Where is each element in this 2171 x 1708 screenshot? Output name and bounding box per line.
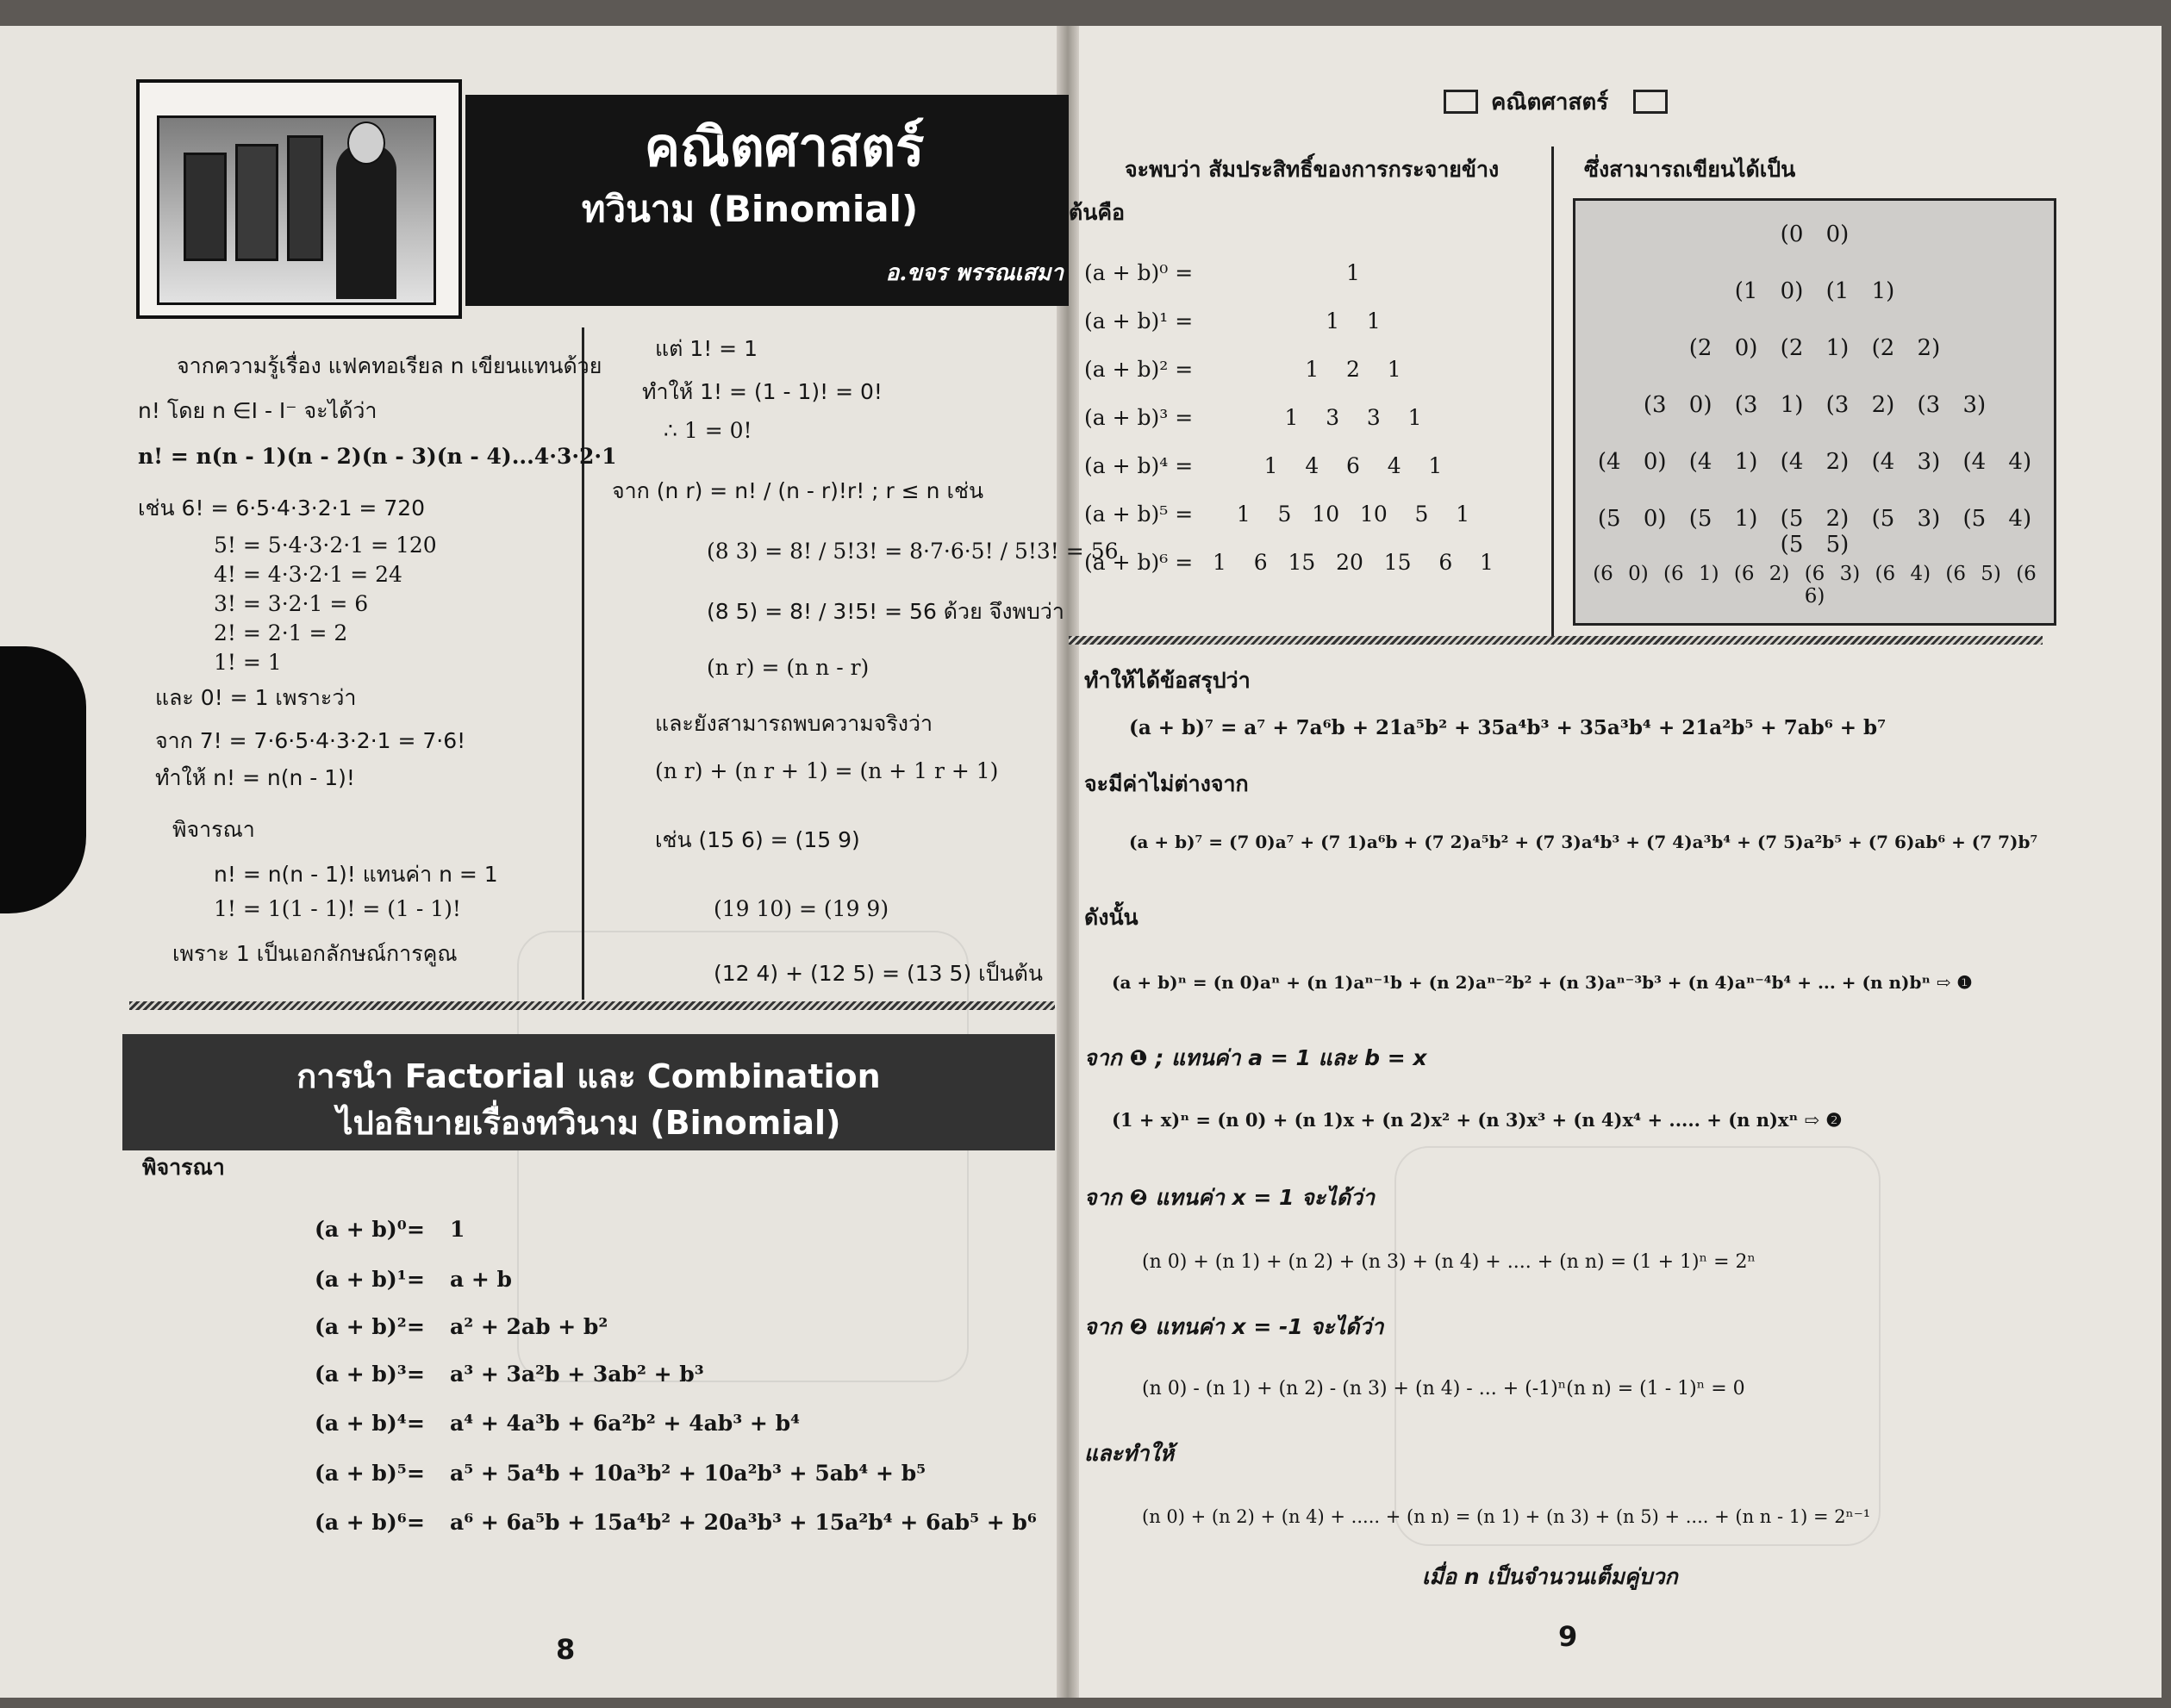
column-divider: [1551, 146, 1554, 638]
pascal-row: (5 0) (5 1) (5 2) (5 3) (5 4) (5 5): [1597, 506, 2032, 558]
equals-sign: =: [407, 1267, 425, 1292]
pascal-row: (4 0) (4 1) (4 2) (4 3) (4 4): [1597, 449, 2032, 475]
formula-line: (n 0) + (n 2) + (n 4) + ..... + (n n) = (n 1) + (n 3) + (n 5) + .... + (n n - 1) = 2ⁿ⁻¹: [1142, 1506, 1871, 1527]
expansion-lhs: (a + b)¹: [315, 1267, 407, 1292]
pascal-coefficients: 1 2 1: [1305, 357, 1401, 382]
pascal-coefficients: 1 4 6 4 1: [1263, 453, 1443, 478]
pascal-row: (0 0): [1780, 221, 1850, 247]
formula-line: 1! = 1(1 - 1)! = (1 - 1)!: [214, 896, 461, 921]
formula-line: (19 10) = (19 9): [714, 896, 889, 921]
expansion-rhs: 1: [450, 1217, 465, 1242]
text-line: ซึ่งสามารถเขียนได้เป็น: [1584, 157, 1796, 182]
running-head: คณิตศาสตร์: [1491, 90, 1609, 115]
section-divider: [129, 1001, 1055, 1010]
text-line: พิจารณา: [142, 1155, 225, 1180]
equals-sign: =: [407, 1314, 425, 1339]
pascal-coefficients: 1 6 15 20 15 6 1: [1213, 550, 1494, 575]
section-banner: [122, 1034, 1055, 1150]
envelope-icon: [1444, 90, 1478, 114]
formula-line: (a + b)ⁿ = (n 0)aⁿ + (n 1)aⁿ⁻¹b + (n 2)aⁿ⁻²b² + (n 3)aⁿ⁻³b³ + (n 4)aⁿ⁻⁴b⁴ + ... + (n n)bⁿ ⇨ ❶: [1112, 972, 1973, 993]
formula-line: 4! = 4·3·2·1 = 24: [214, 562, 402, 587]
expansion-rhs: a + b: [450, 1267, 513, 1292]
formula-line: 2! = 2·1 = 2: [214, 620, 348, 645]
section-title-line2: ไปอธิบายเรื่องทวินาม (Binomial): [336, 1104, 841, 1142]
page-number-left: 8: [556, 1633, 576, 1666]
pascal-row: (3 0) (3 1) (3 2) (3 3): [1643, 392, 1987, 418]
pascal-coefficients: 1: [1346, 260, 1360, 285]
expansion-lhs: (a + b)⁶: [315, 1510, 407, 1535]
formula-line: (a + b)⁷ = a⁷ + 7a⁶b + 21a⁵b² + 35a⁴b³ + 35a³b⁴ + 21a²b⁵ + 7ab⁶ + b⁷: [1129, 716, 1887, 739]
formula-line: (n r) = (n n - r): [707, 655, 870, 680]
pascal-coefficients: 1 5 10 10 5 1: [1236, 502, 1470, 527]
formula-line: เช่น (15 6) = (15 9): [655, 827, 860, 852]
formula-line: (12 4) + (12 5) = (13 5) เป็นต้น: [714, 961, 1043, 986]
section-divider: [1069, 636, 2043, 645]
article-subtitle: ทวินาม (Binomial): [581, 188, 919, 230]
text-line: จะพบว่า สัมประสิทธิ์ของการกระจายข้าง: [1125, 157, 1500, 182]
formula-line: ทำให้ 1! = (1 - 1)! = 0!: [642, 379, 883, 404]
note-icon: [1633, 90, 1668, 114]
equals-sign: =: [407, 1217, 425, 1242]
text-line: จะมีค่าไม่ต่างจาก: [1084, 771, 1249, 796]
formula-line: ทำให้ n! = n(n - 1)!: [155, 765, 355, 790]
background-watermark: [1394, 1146, 1881, 1546]
formula-line: 3! = 3·2·1 = 6: [214, 591, 369, 616]
expansion-rhs: a⁶ + 6a⁵b + 15a⁴b² + 20a³b³ + 15a²b⁴ + 6ab⁵ + b⁶: [450, 1510, 1037, 1535]
text-line: จาก ❶ ; แทนค่า a = 1 และ b = x: [1084, 1045, 1427, 1070]
text-line: จาก ❷ แทนค่า x = -1 จะได้ว่า: [1084, 1314, 1384, 1339]
formula-line: (8 3) = 8! / 5!3! = 8·7·6·5! / 5!3! = 56: [707, 539, 1119, 564]
expansion-rhs: a⁵ + 5a⁴b + 10a³b² + 10a²b³ + 5ab⁴ + b⁵: [450, 1461, 926, 1486]
text-line: และ 0! = 1 เพราะว่า: [155, 685, 357, 710]
text-line: และทำให้: [1084, 1441, 1175, 1466]
pascal-lhs: (a + b)⁰ =: [1084, 260, 1194, 285]
page-number-right: 9: [1558, 1620, 1578, 1653]
text-line: พิจารณา: [172, 817, 255, 842]
pascal-coefficients: 1 1: [1326, 309, 1381, 333]
formula-line: แต่ 1! = 1: [655, 336, 758, 361]
formula-line: (n 0) - (n 1) + (n 2) - (n 3) + (n 4) - ... + (-1)ⁿ(n n) = (1 - 1)ⁿ = 0: [1142, 1378, 1745, 1399]
title-banner: [465, 95, 1069, 306]
pascal-coefficients: 1 3 3 1: [1284, 405, 1422, 430]
expansion-rhs: a³ + 3a²b + 3ab² + b³: [450, 1362, 704, 1387]
text-line: ทำให้ได้ข้อสรุปว่า: [1084, 668, 1251, 693]
formula-line: (1 + x)ⁿ = (n 0) + (n 1)x + (n 2)x² + (n 3)x³ + (n 4)x⁴ + ..... + (n n)xⁿ ⇨ ❷: [1112, 1109, 1843, 1131]
author-name: อ.ขจร พรรณเสมา: [885, 260, 1064, 286]
pascal-lhs: (a + b)⁵ =: [1084, 502, 1194, 527]
expansion-lhs: (a + b)⁰: [315, 1217, 407, 1242]
expansion-lhs: (a + b)⁵: [315, 1461, 407, 1486]
equals-sign: =: [407, 1510, 425, 1535]
formula-line: (8 5) = 8! / 3!5! = 56 ด้วย จึงพบว่า: [707, 599, 1064, 624]
pascal-row: (6 0) (6 1) (6 2) (6 3) (6 4) (6 5) (6 6): [1593, 563, 2037, 608]
pascal-lhs: (a + b)⁴ =: [1084, 453, 1194, 478]
formula-line: (n 0) + (n 1) + (n 2) + (n 3) + (n 4) + .... + (n n) = (1 + 1)ⁿ = 2ⁿ: [1142, 1251, 1756, 1273]
formula-line: เช่น 6! = 6·5·4·3·2·1 = 720: [138, 496, 426, 521]
formula-line: 1! = 1: [214, 650, 282, 675]
formula-line: จาก (n r) = n! / (n - r)!r! ; r ≤ n เช่น: [612, 478, 984, 503]
formula-line: (a + b)⁷ = (7 0)a⁷ + (7 1)a⁶b + (7 2)a⁵b² + (7 3)a⁴b³ + (7 4)a³b⁴ + (7 5)a²b⁵ + (7 6)ab⁶ + (7 7)b⁷: [1129, 832, 2038, 852]
header-photo-frame: [136, 79, 462, 319]
pascal-triangle-box: [1573, 198, 2056, 626]
equals-sign: =: [407, 1362, 425, 1387]
text-line: ดังนั้น: [1084, 905, 1139, 930]
pascal-row: (2 0) (2 1) (2 2): [1688, 335, 1941, 361]
formula-line: 5! = 5·4·3·2·1 = 120: [214, 533, 437, 558]
formula-line: (n r) + (n r + 1) = (n + 1 r + 1): [655, 758, 999, 783]
formula-line: n! = n(n - 1)! แทนค่า n = 1: [214, 862, 498, 887]
text-line: จากความรู้เรื่อง แฟคทอเรียล n เขียนแทนด้วย: [177, 353, 602, 378]
pascal-row: (1 0) (1 1): [1734, 278, 1895, 304]
formula-line: จาก 7! = 7·6·5·4·3·2·1 = 7·6!: [155, 728, 466, 753]
expansion-rhs: a⁴ + 4a³b + 6a²b² + 4ab³ + b⁴: [450, 1411, 801, 1436]
column-divider: [582, 327, 584, 1000]
magazine-title: คณิตศาสตร์: [644, 115, 925, 178]
formula-line: ∴ 1 = 0!: [664, 418, 752, 443]
text-line: และยังสามารถพบความจริงว่า: [655, 711, 933, 736]
equals-sign: =: [407, 1411, 425, 1436]
text-line: เพราะ 1 เป็นเอกลักษณ์การคูณ: [172, 941, 458, 966]
pascal-lhs: (a + b)³ =: [1084, 405, 1194, 430]
expansion-rhs: a² + 2ab + b²: [450, 1314, 608, 1339]
text-line: จาก ❷ แทนค่า x = 1 จะได้ว่า: [1084, 1185, 1376, 1210]
thumb-shadow: [0, 646, 86, 913]
formula-line: n! = n(n - 1)(n - 2)(n - 3)(n - 4)...4·3·2·1: [138, 444, 617, 469]
pascal-lhs: (a + b)² =: [1084, 357, 1194, 382]
header-illustration: [157, 115, 436, 305]
section-title-line1: การนำ Factorial และ Combination: [296, 1057, 881, 1095]
pascal-lhs: (a + b)¹ =: [1084, 309, 1194, 333]
equals-sign: =: [407, 1461, 425, 1486]
pascal-lhs: (a + b)⁶ =: [1084, 550, 1194, 575]
expansion-lhs: (a + b)⁴: [315, 1411, 407, 1436]
text-line: ต้นคือ: [1069, 200, 1126, 225]
expansion-lhs: (a + b)²: [315, 1314, 407, 1339]
text-line: n! โดย n ∈I - I⁻ จะได้ว่า: [138, 398, 377, 423]
text-line: เมื่อ n เป็นจำนวนเต็มคู่บวก: [1422, 1564, 1678, 1589]
expansion-lhs: (a + b)³: [315, 1362, 407, 1387]
